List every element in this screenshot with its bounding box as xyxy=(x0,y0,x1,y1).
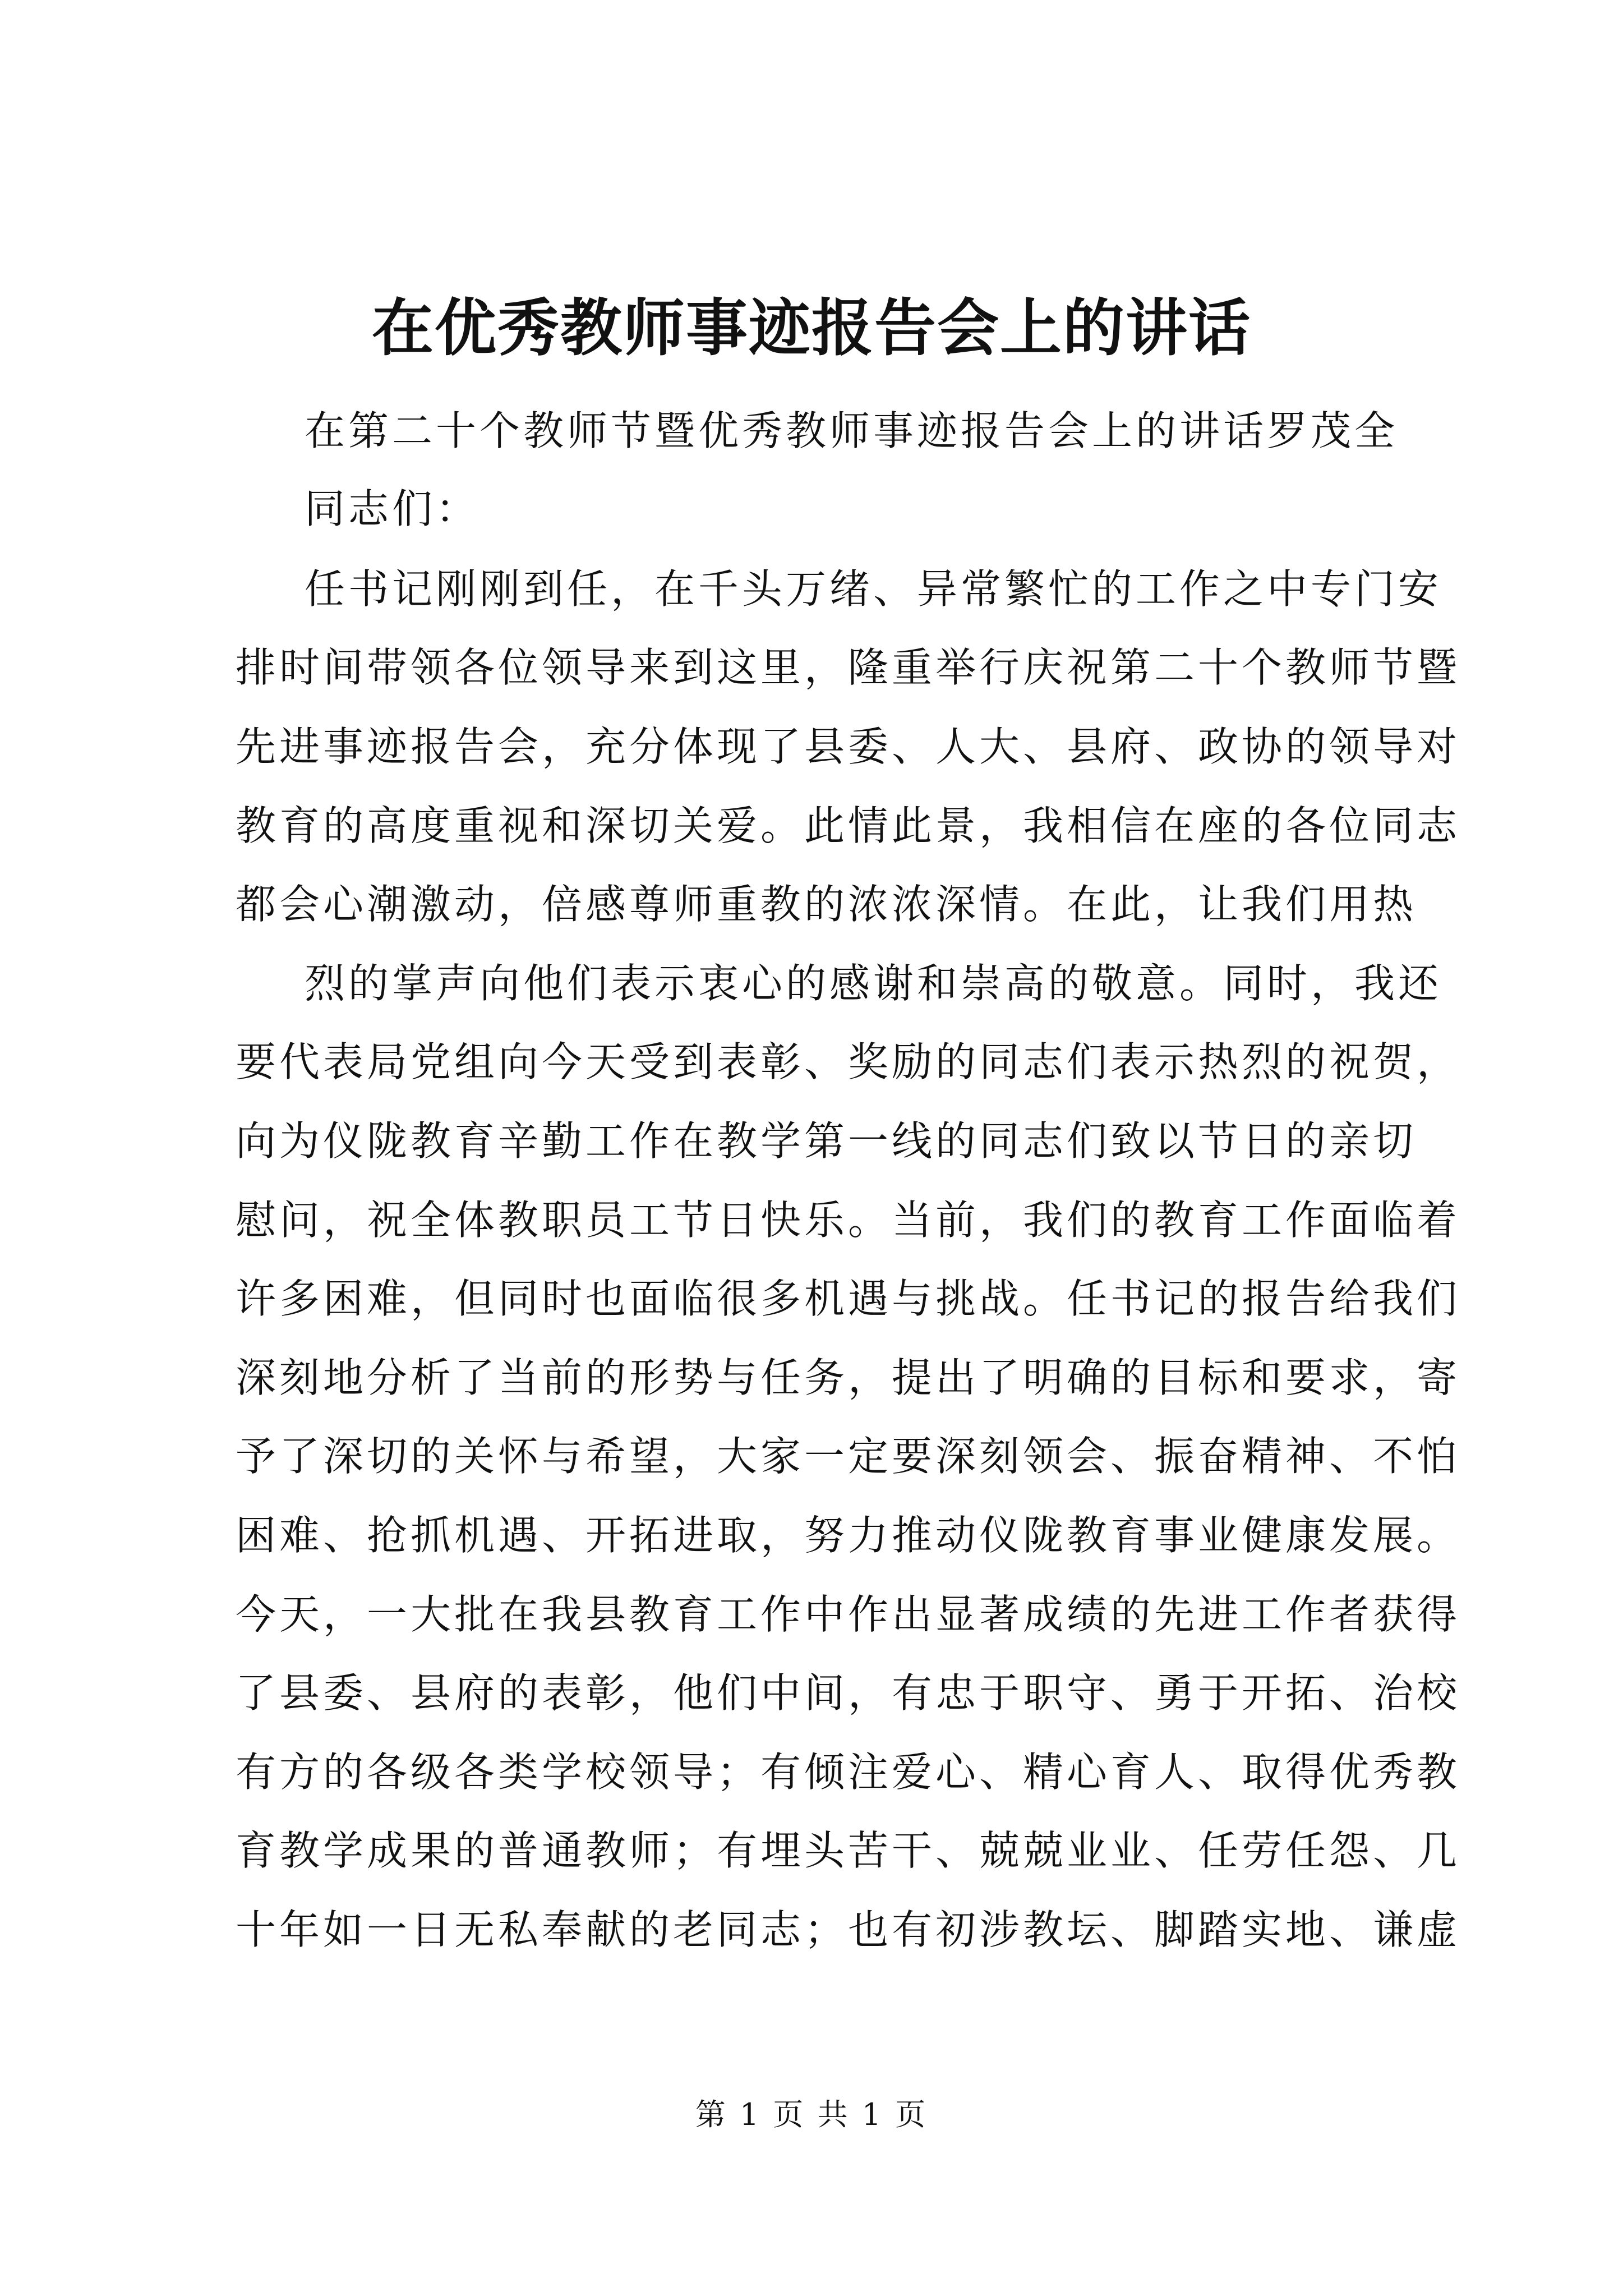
text-line: 要代表局党组向今天受到表彰、奖励的同志们表示热烈的祝贺， xyxy=(236,1038,1461,1085)
text-line: 深刻地分析了当前的形势与任务，提出了明确的目标和要求，寄 xyxy=(236,1354,1461,1401)
text-line: 先进事迹报告会，充分体现了县委、人大、县府、政协的领导对 xyxy=(236,723,1461,770)
text-line: 许多困难，但同时也面临很多机遇与挑战。任书记的报告给我们 xyxy=(236,1275,1461,1322)
text-line: 慰问，祝全体教职员工节日快乐。当前，我们的教育工作面临着 xyxy=(236,1197,1461,1244)
text-line: 向为仪陇教育辛勤工作在教学第一线的同志们致以节日的亲切 xyxy=(236,1117,1417,1165)
text-line: 烈的掌声向他们表示衷心的感谢和崇高的敬意。同时，我还 xyxy=(305,960,1442,1007)
text-line: 任书记刚刚到任，在千头万绪、异常繁忙的工作之中专门安 xyxy=(305,565,1442,613)
text-line-salutation: 同志们： xyxy=(305,485,480,532)
text-line: 困难、抢抓机遇、开拓进取，努力推动仪陇教育事业健康发展。 xyxy=(236,1512,1461,1559)
text-line: 予了深切的关怀与希望，大家一定要深刻领会、振奋精神、不怕 xyxy=(236,1433,1461,1480)
text-line: 了县委、县府的表彰，他们中间，有忠于职守、勇于开拓、治校 xyxy=(236,1669,1461,1717)
document-title: 在优秀教师事迹报告会上的讲话 xyxy=(372,292,1251,364)
text-line: 排时间带领各位领导来到这里，隆重举行庆祝第二十个教师节暨 xyxy=(236,644,1461,691)
text-line: 教育的高度重视和深切关爱。此情此景，我相信在座的各位同志 xyxy=(236,802,1461,849)
text-line: 有方的各级各类学校领导；有倾注爱心、精心育人、取得优秀教 xyxy=(236,1749,1461,1796)
text-line: 都会心潮激动，倍感尊师重教的浓浓深情。在此，让我们用热 xyxy=(236,881,1417,928)
text-line: 育教学成果的普通教师；有埋头苦干、兢兢业业、任劳任怨、几 xyxy=(236,1827,1461,1874)
page-footer: 第 1 页 共 1 页 xyxy=(695,2097,928,2132)
text-line: 今天，一大批在我县教育工作中作出显著成绩的先进工作者获得 xyxy=(236,1591,1461,1638)
text-line: 十年如一日无私奉献的老同志；也有初涉教坛、脚踏实地、谦虚 xyxy=(236,1906,1461,1953)
text-line-subtitle: 在第二十个教师节暨优秀教师事迹报告会上的讲话罗茂全 xyxy=(305,407,1399,454)
